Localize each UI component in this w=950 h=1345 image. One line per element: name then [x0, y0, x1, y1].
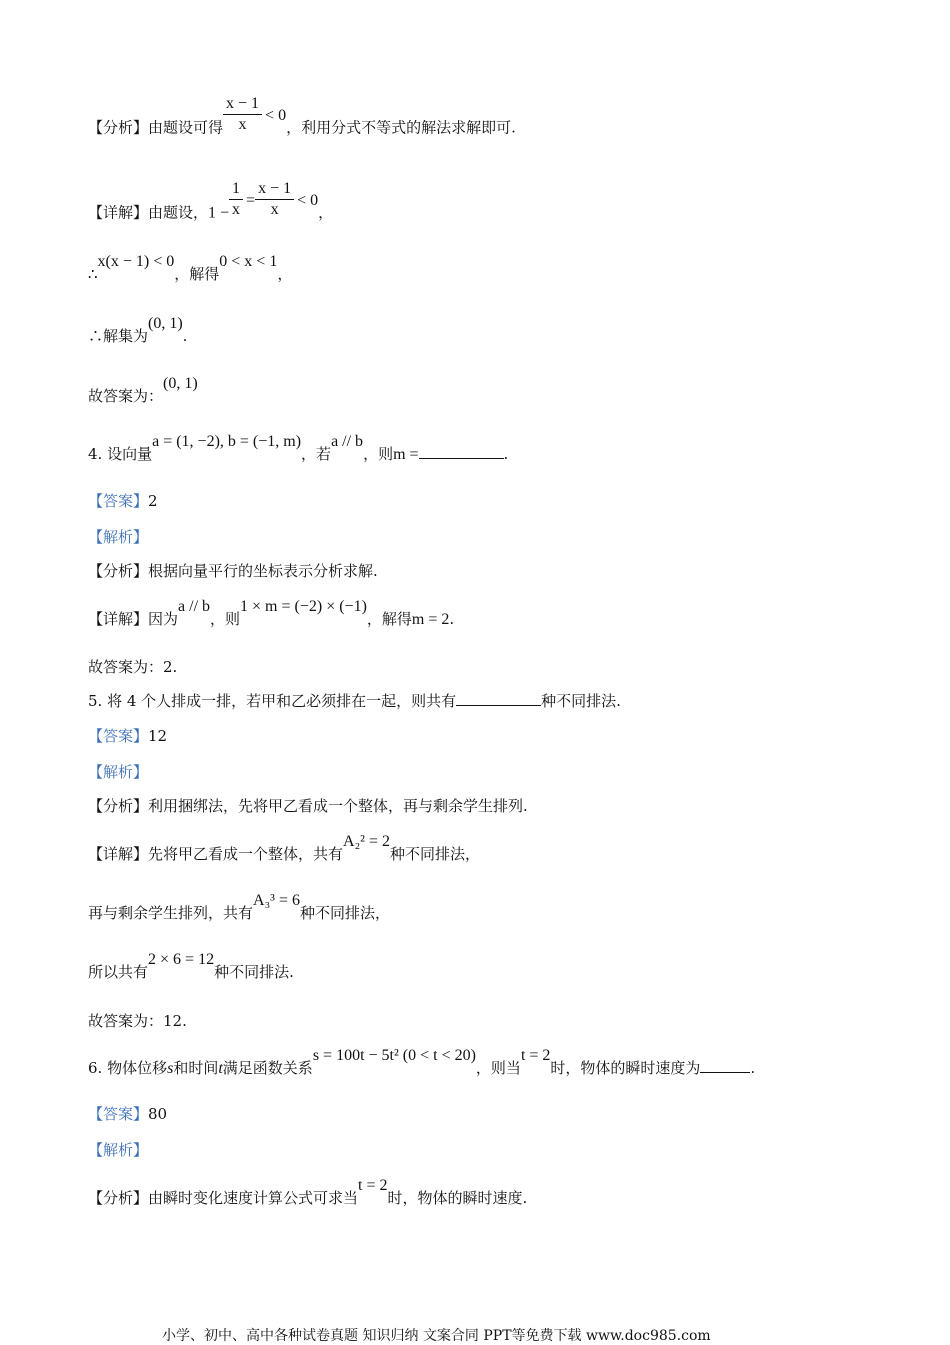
section-tag: 【答案】	[88, 492, 149, 510]
text-line	[88, 375, 198, 406]
text-span: 【详解】先将甲乙看成一个整体，共有	[88, 845, 344, 863]
text-line	[88, 598, 455, 629]
text-line	[88, 95, 516, 149]
text-span: 2	[148, 492, 158, 510]
answer-blank	[419, 444, 504, 459]
text-span: 故答案为：12.	[88, 1012, 187, 1030]
text-span: .	[750, 1059, 756, 1077]
fraction-denominator: x	[238, 116, 247, 133]
text-line	[88, 433, 509, 464]
text-span: .	[449, 610, 455, 628]
text-span: ，	[277, 265, 293, 283]
text-line	[88, 1139, 148, 1160]
fraction-denominator: x	[232, 201, 241, 218]
text-span: ，则当	[475, 1059, 521, 1077]
math-inline: m =	[393, 446, 419, 463]
math-relation: < 0	[297, 191, 319, 209]
text-span: 再与剩余学生排列，共有	[88, 904, 254, 922]
text-span: .	[182, 327, 188, 345]
math-expression: (0, 1)	[148, 315, 183, 332]
text-span: 所以共有	[88, 963, 149, 981]
text-line	[88, 1103, 167, 1124]
fraction-numerator: 1	[229, 179, 243, 200]
math-expression: A₃³ = 6	[253, 892, 300, 909]
text-span: 12	[148, 727, 168, 745]
text-span: 80	[148, 1105, 168, 1123]
text-line	[88, 1177, 528, 1208]
math-variable: s	[167, 1060, 174, 1077]
math-inline: m = 2	[411, 611, 450, 628]
text-span: ，	[318, 203, 334, 222]
text-line	[88, 833, 480, 864]
text-span: ∴	[88, 265, 98, 283]
text-span: 故答案为：	[88, 387, 164, 405]
text-line	[88, 892, 390, 923]
text-line	[88, 656, 177, 677]
text-line	[88, 690, 621, 711]
text-line	[88, 490, 158, 511]
math-expression: a // b	[178, 598, 211, 615]
text-line	[88, 795, 528, 816]
text-line	[88, 180, 334, 234]
math-expression: A₂² = 2	[343, 833, 390, 850]
math-expression: 0 < x < 1	[219, 253, 278, 270]
math-fraction	[255, 180, 319, 222]
text-span: ，则	[363, 445, 394, 463]
text-span: 故答案为：2.	[88, 658, 178, 676]
text-line	[88, 725, 167, 746]
text-span: 满足函数关系	[222, 1059, 313, 1077]
text-line	[88, 526, 148, 547]
text-span: .	[503, 445, 509, 463]
fraction-denominator: x	[270, 201, 279, 218]
math-expression: t = 2	[520, 1047, 551, 1064]
fraction-numerator: x − 1	[223, 94, 262, 115]
math-expression: s = 100t − 5t² (0 < t < 20)	[312, 1047, 476, 1064]
section-tag: 【解析】	[88, 1141, 149, 1159]
text-line	[88, 951, 294, 982]
text-span: ，解得	[174, 265, 220, 283]
page-footer: 小学、初中、高中各种试卷真题 知识归纳 文案合同 PPT等免费下载 www.doc985.com	[162, 1328, 711, 1344]
text-span: 【分析】根据向量平行的坐标表示分析求解.	[88, 562, 378, 580]
math-expression: 2 × 6 = 12	[148, 951, 215, 968]
answer-blank	[456, 691, 541, 706]
text-line	[88, 761, 148, 782]
text-line	[88, 1010, 187, 1031]
section-tag: 【解析】	[88, 528, 149, 546]
math-expression: a = (1, −2), b = (−1, m)	[152, 433, 302, 450]
section-tag: 【答案】	[88, 727, 149, 745]
fraction-numerator: x − 1	[255, 179, 294, 200]
text-span: ，解得	[366, 610, 412, 628]
text-line	[88, 315, 188, 346]
text-span: 6. 物体位移	[88, 1059, 168, 1077]
text-span: 种不同排法.	[541, 692, 621, 710]
section-tag: 【答案】	[88, 1105, 149, 1123]
text-line	[88, 253, 293, 284]
math-expression: x(x − 1) < 0	[97, 253, 175, 270]
text-span: ，利用分式不等式的解法求解即可.	[286, 118, 516, 137]
text-span: 5. 将 4 个人排成一排，若甲和乙必须排在一起，则共有	[88, 692, 457, 710]
math-expression: a // b	[331, 433, 364, 450]
math-variable: t	[218, 1060, 223, 1077]
text-span: 和时间	[173, 1059, 219, 1077]
math-fraction	[223, 95, 287, 137]
math-relation: =	[246, 191, 256, 209]
math-expression: 1 × m = (−2) × (−1)	[240, 598, 367, 615]
math-expression: t = 2	[358, 1177, 388, 1194]
answer-blank	[700, 1058, 750, 1073]
text-span: ，若	[301, 445, 332, 463]
text-line	[88, 560, 378, 581]
text-span: 时，物体的瞬时速度.	[387, 1189, 528, 1207]
section-tag: 【解析】	[88, 763, 149, 781]
text-line	[88, 1047, 756, 1078]
text-span: 种不同排法，	[389, 845, 480, 863]
text-span: 【分析】由瞬时变化速度计算公式可求当	[88, 1189, 359, 1207]
math-inline: 1 −	[208, 204, 230, 222]
text-span: 【详解】由题设，	[88, 203, 209, 222]
text-span: ∴解集为	[88, 327, 149, 345]
text-span: 4. 设向量	[88, 445, 153, 463]
math-expression: (0, 1)	[163, 375, 198, 392]
text-span: ，则	[210, 610, 241, 628]
text-span: 【分析】由题设可得	[88, 118, 224, 137]
text-span: 种不同排法.	[214, 963, 294, 981]
math-relation: < 0	[265, 106, 287, 124]
text-span: 种不同排法，	[299, 904, 390, 922]
text-span: 【分析】利用捆绑法，先将甲乙看成一个整体，再与剩余学生排列.	[88, 797, 528, 815]
text-span: 【详解】因为	[88, 610, 179, 628]
text-span: 时，物体的瞬时速度为	[550, 1059, 701, 1077]
math-fraction	[229, 180, 256, 222]
